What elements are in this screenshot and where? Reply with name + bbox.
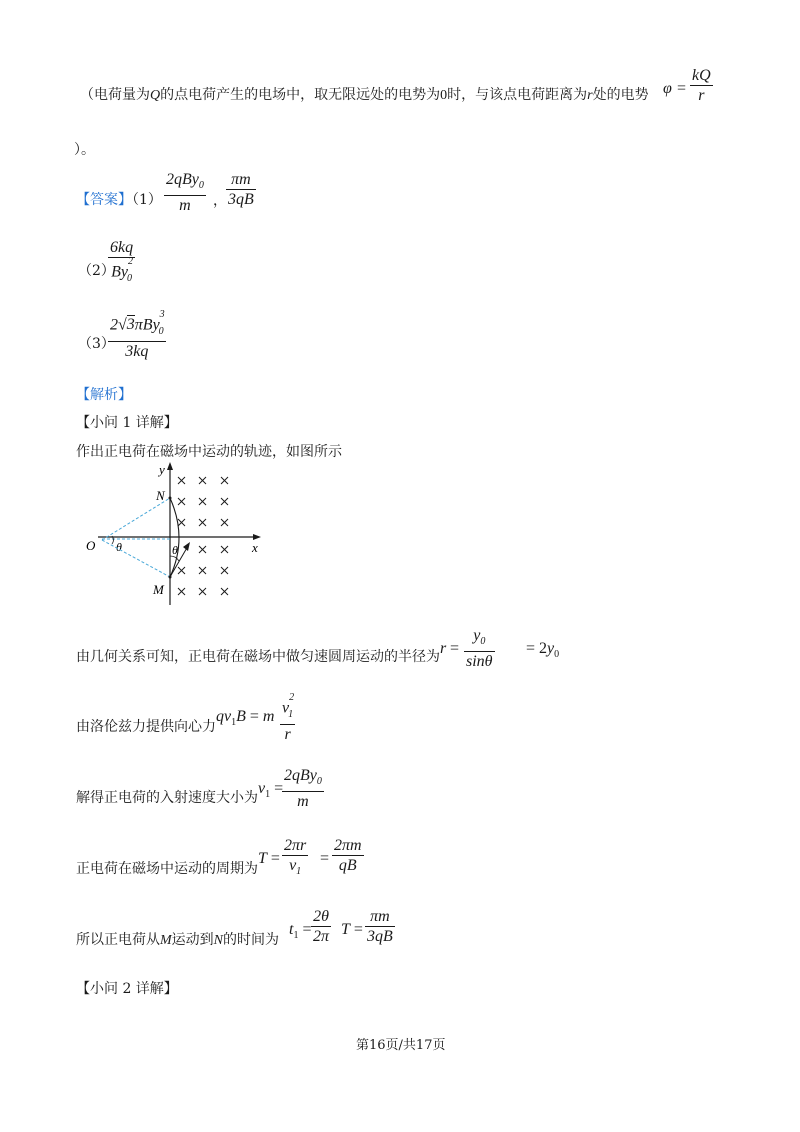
cross-icon <box>178 477 185 484</box>
cross-icon <box>199 498 206 505</box>
q1-line1: 作出正电荷在磁场中运动的轨迹，如图所示 <box>76 444 342 460</box>
radius-ON <box>102 498 170 540</box>
q1-line2: 由几何关系可知，正电荷在磁场中做匀速圆周运动的半径为 <box>76 649 440 665</box>
trajectory-figure <box>80 460 280 610</box>
x-label: x <box>252 540 258 555</box>
radius-OM <box>102 540 170 577</box>
answer-2-label: （2） <box>78 263 115 279</box>
point-M-label: M <box>153 582 164 597</box>
cross-icon <box>199 477 206 484</box>
cross-icon <box>178 588 185 595</box>
answer-3-label: （3） <box>78 336 115 352</box>
cross-icon <box>199 519 206 526</box>
angle-theta-right: θ <box>172 543 178 557</box>
cross-icon <box>178 567 185 574</box>
page-number: 第16页/共17页 <box>356 1038 446 1053</box>
y-label: y <box>159 462 165 477</box>
intro-line: （电荷量为Q的点电荷产生的电场中，取无限远处的电势为0时，与该点电荷距离为r处的电势 <box>80 87 649 103</box>
cross-icon <box>221 567 228 574</box>
point-N-label: N <box>156 488 165 503</box>
cross-icon <box>221 477 228 484</box>
answer-sep: ， <box>213 193 227 209</box>
q1-line6: 所以正电荷从M运动到N的时间为 <box>76 932 280 948</box>
answer-label: 【答案】（1） <box>76 192 162 208</box>
cross-icon <box>199 567 206 574</box>
cross-icon <box>221 546 228 553</box>
q1-line3: 由洛伦兹力提供向心力 <box>76 719 216 735</box>
cross-icon <box>221 498 228 505</box>
intro-closing: ）。 <box>74 142 95 158</box>
cross-icon <box>199 588 206 595</box>
cross-icon <box>178 519 185 526</box>
cross-icon <box>221 588 228 595</box>
q1-line4: 解得正电荷的入射速度大小为 <box>76 790 258 806</box>
analysis-label: 【解析】 <box>76 387 132 403</box>
magnetic-field-crosses <box>178 477 228 595</box>
cross-icon <box>178 498 185 505</box>
angle-theta-left: θ <box>116 540 122 554</box>
cross-icon <box>199 546 206 553</box>
velocity-arrowhead-icon <box>183 542 190 551</box>
y-axis-arrow-icon <box>167 462 173 470</box>
point-N <box>169 497 172 500</box>
charge-symbol: Q <box>150 88 161 103</box>
cross-icon <box>221 519 228 526</box>
q1-title: 【小问 1 详解】 <box>76 415 178 431</box>
center-O-label: O <box>86 538 96 553</box>
point-M <box>169 576 172 579</box>
q2-title: 【小问 2 详解】 <box>76 981 178 997</box>
q1-line5: 正电荷在磁场中运动的周期为 <box>76 861 258 877</box>
